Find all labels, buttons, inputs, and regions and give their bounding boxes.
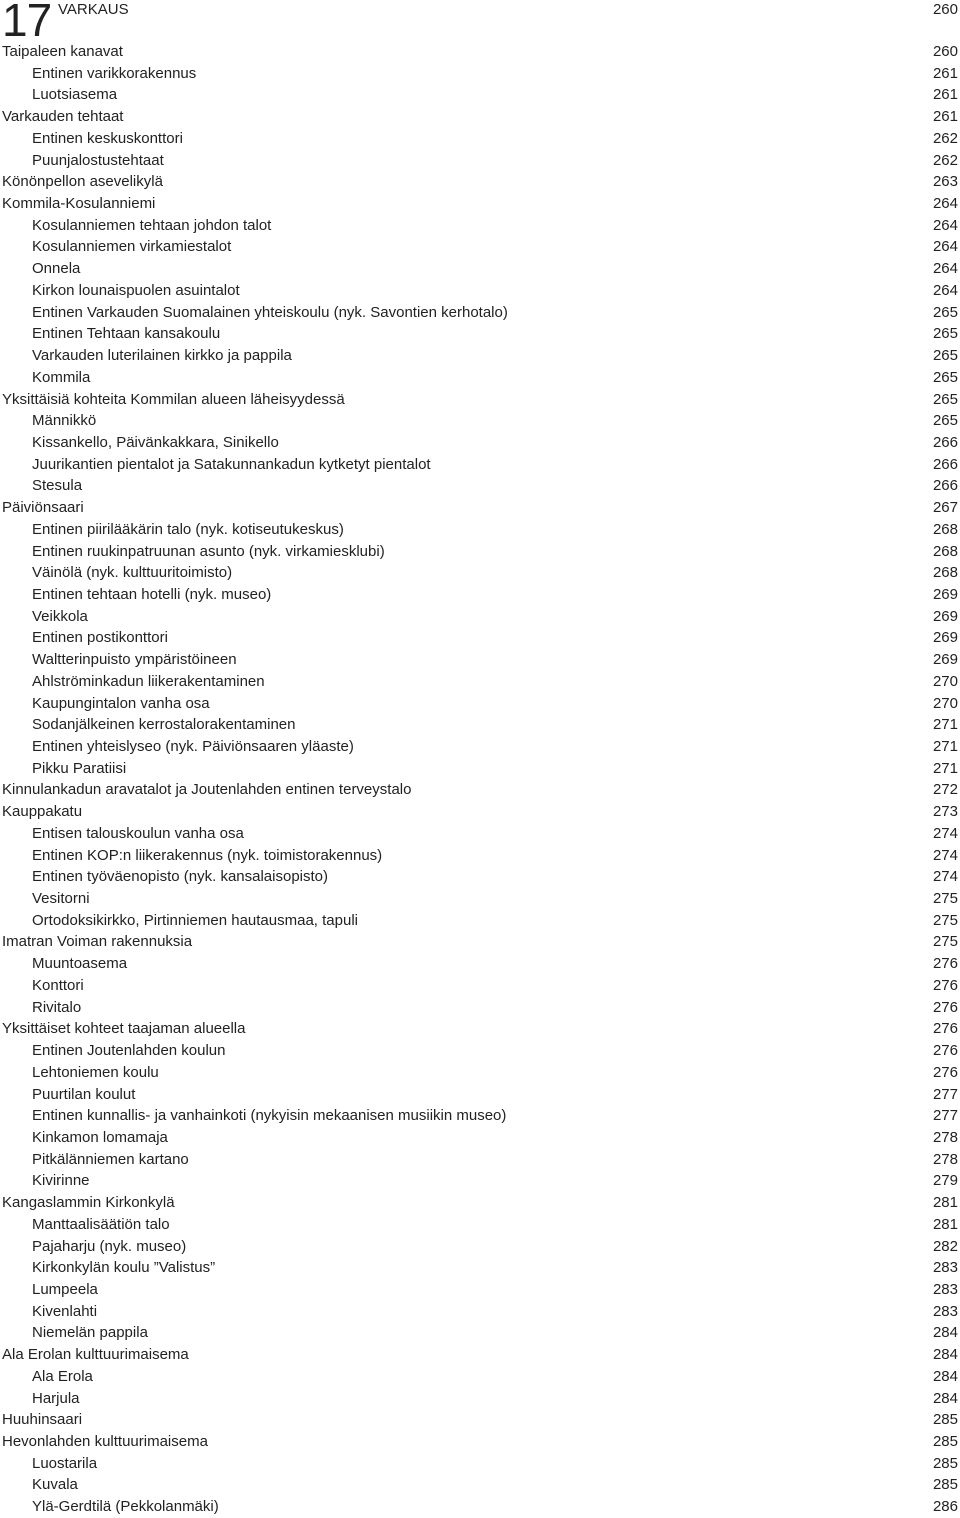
toc-subentry[interactable] — [0, 323, 960, 345]
toc-entry-page-number: 265 — [932, 412, 958, 430]
toc-entry-title: Entinen kunnallis- ja vanhainkoti (nykyisin mekaanisen musiikin museo) — [32, 1107, 507, 1125]
toc-entry-title: Pikku Paratiisi — [32, 759, 127, 777]
toc-entry-title: Entinen postikonttori — [32, 629, 168, 647]
toc-entry-page-number: 274 — [932, 846, 958, 864]
toc-entry-page-number: 264 — [932, 281, 958, 299]
toc-subentry[interactable] — [0, 1062, 960, 1084]
toc-subentry[interactable] — [0, 1388, 960, 1410]
toc-entry-page-number: 269 — [932, 651, 958, 669]
toc-subentry[interactable] — [0, 1105, 960, 1127]
toc-entry-title: Onnela — [32, 260, 81, 278]
toc-subentry[interactable] — [0, 606, 960, 628]
toc-entry-page-number: 273 — [932, 803, 958, 821]
toc-entry-page-number: 285 — [932, 1433, 958, 1450]
toc-entry-title: Entinen Varkauden Suomalainen yhteiskoulu (nyk. Savontien kerhotalo) — [32, 303, 508, 321]
toc-subentry[interactable] — [0, 627, 960, 649]
toc-subentry[interactable] — [0, 1127, 960, 1149]
toc-subentry[interactable] — [0, 1257, 960, 1279]
toc-entry-title: Niemelän pappila — [32, 1324, 148, 1342]
toc-entry-page-number: 264 — [932, 216, 958, 234]
toc-entry-title: Könönpellon asevelikylä — [2, 173, 163, 191]
toc-entry-title: Kivirinne — [32, 1172, 90, 1190]
toc-subentry[interactable] — [0, 1236, 960, 1258]
toc-entry-title: Kangaslammin Kirkonkylä — [2, 1194, 175, 1212]
toc-subentry[interactable] — [0, 975, 960, 997]
toc-entry-title: Manttaalisäätiön talo — [32, 1215, 170, 1233]
toc-entry-page-number: 286 — [932, 1498, 958, 1516]
toc-entry-page-number: 271 — [932, 738, 958, 755]
toc-entry-page-number: 262 — [932, 151, 958, 169]
toc-entry[interactable] — [0, 106, 960, 128]
toc-entry-page-number: 268 — [932, 564, 958, 582]
toc-entry-page-number: 275 — [932, 911, 958, 929]
toc-subentry[interactable] — [0, 215, 960, 237]
toc-entry-title: Juurikantien pientalot ja Satakunnankadun kytketyt pientalot — [32, 455, 431, 473]
toc-entry[interactable] — [0, 1018, 960, 1040]
toc-entry-title: Muuntoasema — [32, 955, 128, 973]
toc-entry-title: Kinkamon lomamaja — [32, 1128, 168, 1146]
toc-entry-page-number: 270 — [932, 672, 958, 690]
toc-entry-page-number: 285 — [932, 1476, 958, 1494]
toc-subentry[interactable] — [0, 1040, 960, 1062]
toc-entry-page-number: 276 — [932, 1063, 958, 1081]
toc-entry-page-number: 269 — [932, 585, 958, 603]
toc-entry-title: Entinen Tehtaan kansakoulu — [32, 325, 221, 343]
toc-subentry[interactable] — [0, 866, 960, 888]
toc-entry-title: Ala Erola — [32, 1367, 93, 1385]
toc-entry[interactable] — [0, 779, 960, 801]
toc-subentry[interactable] — [0, 302, 960, 324]
toc-entry-page-number: 276 — [932, 955, 958, 973]
toc-entry-title: Taipaleen kanavat — [2, 43, 123, 60]
toc-entry-page-number: 260 — [932, 43, 958, 60]
toc-entry-title: Kissankello, Päivänkakkara, Sinikello — [32, 433, 279, 451]
toc-subentry[interactable] — [0, 1474, 960, 1496]
toc-entry-title: Rivitalo — [32, 998, 82, 1016]
toc-entry-title: Pitkälänniemen kartano — [32, 1150, 189, 1168]
toc-entry-title: Entisen talouskoulun vanha osa — [32, 824, 244, 842]
toc-entry-page-number: 261 — [932, 64, 958, 82]
chapter-page-number: 260 — [932, 1, 958, 18]
toc-entry-page-number: 261 — [932, 108, 958, 126]
toc-entry-page-number: 279 — [932, 1172, 958, 1190]
toc-subentry[interactable] — [0, 1084, 960, 1106]
toc-entry-title: Yksittäiset kohteet taajaman alueella — [2, 1020, 246, 1038]
toc-entry-page-number: 283 — [932, 1302, 958, 1320]
toc-entry-page-number: 266 — [932, 433, 958, 451]
toc-entry-title: Kommila — [32, 368, 91, 386]
toc-entry-title: Hevonlahden kulttuurimaisema — [2, 1433, 208, 1450]
toc-entry-title: Luostarila — [32, 1454, 98, 1472]
toc-entry-title: Kauppakatu — [2, 803, 83, 821]
toc-entry[interactable] — [0, 1344, 960, 1366]
toc-entry-title: Kivenlahti — [32, 1302, 98, 1320]
toc-entry-page-number: 271 — [932, 759, 958, 777]
toc-entry-title: Kosulanniemen tehtaan johdon talot — [32, 216, 272, 234]
toc-entry-page-number: 277 — [932, 1085, 958, 1103]
toc-entry-title: Varkauden luterilainen kirkko ja pappila — [32, 347, 292, 365]
toc-entry-title: Stesula — [32, 477, 83, 495]
toc-entry-page-number: 284 — [932, 1346, 958, 1364]
toc-entry-page-number: 264 — [932, 260, 958, 278]
toc-entry-page-number: 277 — [932, 1107, 958, 1125]
toc-entry-title: Entinen työväenopisto (nyk. kansalaisopisto) — [32, 868, 329, 886]
toc-subentry[interactable] — [0, 541, 960, 563]
toc-entry-page-number: 274 — [932, 824, 958, 842]
toc-entry-page-number: 285 — [932, 1454, 958, 1472]
toc-entry-title: Ylä-Gerdtilä (Pekkolanmäki) — [32, 1498, 219, 1516]
toc-entry-page-number: 278 — [932, 1150, 958, 1168]
toc-entry-title: Lehtoniemen koulu — [32, 1063, 159, 1081]
toc-entry-page-number: 266 — [932, 477, 958, 495]
toc-subentry[interactable] — [0, 1279, 960, 1301]
toc-entry-title: Yksittäisiä kohteita Kommilan alueen läheisyydessä — [2, 390, 345, 408]
toc-subentry[interactable] — [0, 128, 960, 150]
toc-entry-page-number: 278 — [932, 1128, 958, 1146]
toc-subentry[interactable] — [0, 1149, 960, 1171]
toc-entry-title: Entinen keskuskonttori — [32, 129, 183, 147]
toc-entry-page-number: 274 — [932, 868, 958, 886]
toc-subentry[interactable] — [0, 997, 960, 1019]
toc-entry-title: Huuhinsaari — [2, 1411, 83, 1429]
toc-entry-page-number: 265 — [932, 368, 958, 386]
toc-entry-title: Ala Erolan kulttuurimaisema — [2, 1346, 189, 1364]
toc-entry-title: Väinölä (nyk. kulttuuritoimisto) — [32, 564, 233, 582]
toc-entry-page-number: 283 — [932, 1259, 958, 1277]
toc-entry-title: Vesitorni — [32, 890, 90, 908]
toc-entry-title: Imatran Voiman rakennuksia — [2, 933, 193, 951]
toc-entry-title: Luotsiasema — [32, 86, 118, 104]
toc-entry-page-number: 269 — [932, 607, 958, 625]
toc-subentry[interactable] — [0, 519, 960, 541]
toc-entry-page-number: 269 — [932, 629, 958, 647]
toc-subentry[interactable] — [0, 584, 960, 606]
toc-entry-title: Kosulanniemen virkamiestalot — [32, 238, 232, 256]
toc-entry-page-number: 265 — [932, 347, 958, 365]
toc-entry-title: Kirkonkylän koulu ”Valistus” — [32, 1259, 216, 1277]
toc-entry-page-number: 276 — [932, 998, 958, 1016]
toc-entry-title: Ahlströminkadun liikerakentaminen — [32, 672, 265, 690]
toc-subentry[interactable] — [0, 671, 960, 693]
toc-entry-title: Varkauden tehtaat — [2, 108, 124, 126]
toc-subentry[interactable] — [0, 910, 960, 932]
chapter-title: VARKAUS — [58, 1, 129, 18]
toc-subentry[interactable] — [0, 649, 960, 671]
toc-entry-page-number: 276 — [932, 1042, 958, 1060]
toc-entry-page-number: 276 — [932, 976, 958, 994]
toc-entry-page-number: 284 — [932, 1367, 958, 1385]
toc-entry-title: Entinen Joutenlahden koulun — [32, 1042, 226, 1060]
toc-entry-page-number: 284 — [932, 1324, 958, 1342]
toc-entry-title: Ortodoksikirkko, Pirtinniemen hautausmaa, tapuli — [32, 911, 358, 929]
toc-subentry[interactable] — [0, 1496, 960, 1518]
toc-subentry[interactable] — [0, 845, 960, 867]
toc-entry[interactable] — [0, 193, 960, 215]
toc-entry-page-number: 264 — [932, 238, 958, 256]
toc-entry-page-number: 265 — [932, 325, 958, 343]
toc-entry-page-number: 276 — [932, 1020, 958, 1038]
toc-entry-title: Kirkon lounaispuolen asuintalot — [32, 281, 240, 299]
toc-entry-title: Pajaharju (nyk. museo) — [32, 1237, 187, 1255]
toc-entry-title: Entinen ruukinpatruunan asunto (nyk. virkamiesklubi) — [32, 542, 385, 560]
toc-entry-page-number: 285 — [932, 1411, 958, 1429]
toc-entry-title: Kuvala — [32, 1476, 78, 1494]
toc-entry-title: Sodanjälkeinen kerrostalorakentaminen — [32, 716, 296, 734]
toc-subentry[interactable] — [0, 280, 960, 302]
toc-subentry[interactable] — [0, 693, 960, 715]
toc-entry-title: Entinen piirilääkärin talo (nyk. kotiseutukeskus) — [32, 520, 344, 538]
toc-entry-page-number: 284 — [932, 1389, 958, 1407]
toc-entry-title: Puurtilan koulut — [32, 1085, 136, 1103]
toc-entry[interactable] — [0, 41, 960, 63]
toc-subentry[interactable] — [0, 432, 960, 454]
toc-entry-page-number: 272 — [932, 781, 958, 799]
chapter-header — [0, 0, 960, 44]
toc-subentry[interactable] — [0, 823, 960, 845]
toc-entry[interactable] — [0, 389, 960, 411]
toc-entry[interactable] — [0, 931, 960, 953]
toc-subentry[interactable] — [0, 1301, 960, 1323]
toc-entry[interactable] — [0, 801, 960, 823]
toc-entry[interactable] — [0, 171, 960, 193]
toc-subentry[interactable] — [0, 888, 960, 910]
toc-entry-page-number: 270 — [932, 694, 958, 712]
toc-subentry[interactable] — [0, 1366, 960, 1388]
toc-entry-page-number: 268 — [932, 542, 958, 560]
toc-entry-title: Harjula — [32, 1389, 80, 1407]
toc-subentry[interactable] — [0, 63, 960, 85]
toc-entry-page-number: 283 — [932, 1280, 958, 1298]
toc-subentry[interactable] — [0, 84, 960, 106]
toc-subentry[interactable] — [0, 236, 960, 258]
toc-entry-page-number: 266 — [932, 455, 958, 473]
toc-entry-page-number: 264 — [932, 195, 958, 213]
toc-entry-page-number: 262 — [932, 129, 958, 147]
toc-entry-title: Entinen KOP:n liikerakennus (nyk. toimistorakennus) — [32, 846, 383, 864]
table-of-contents — [0, 41, 960, 1518]
toc-subentry[interactable] — [0, 562, 960, 584]
toc-subentry[interactable] — [0, 953, 960, 975]
toc-subentry[interactable] — [0, 345, 960, 367]
toc-entry-title: Päiviönsaari — [2, 499, 84, 517]
toc-entry-page-number: 275 — [932, 890, 958, 908]
toc-entry-page-number: 267 — [932, 499, 958, 517]
toc-subentry[interactable] — [0, 714, 960, 736]
toc-entry-title: Entinen tehtaan hotelli (nyk. museo) — [32, 585, 272, 603]
toc-entry-page-number: 271 — [932, 716, 958, 734]
toc-subentry[interactable] — [0, 758, 960, 780]
toc-entry-title: Lumpeela — [32, 1280, 98, 1298]
toc-entry-page-number: 265 — [932, 303, 958, 321]
toc-entry-page-number: 268 — [932, 520, 958, 538]
toc-subentry[interactable] — [0, 150, 960, 172]
toc-subentry[interactable] — [0, 258, 960, 280]
toc-subentry[interactable] — [0, 1214, 960, 1236]
toc-subentry[interactable] — [0, 1453, 960, 1475]
toc-entry[interactable] — [0, 1431, 960, 1453]
chapter-number: 17 — [2, 0, 52, 46]
toc-entry[interactable] — [0, 1192, 960, 1214]
toc-entry-title: Entinen yhteislyseo (nyk. Päiviönsaaren yläaste) — [32, 738, 354, 755]
toc-entry-title: Waltterinpuisto ympäristöineen — [32, 651, 237, 669]
toc-subentry[interactable] — [0, 1170, 960, 1192]
toc-subentry[interactable] — [0, 454, 960, 476]
toc-entry-page-number: 282 — [932, 1237, 958, 1255]
toc-entry-page-number: 281 — [932, 1194, 958, 1212]
toc-entry-title: Kinnulankadun aravatalot ja Joutenlahden entinen terveystalo — [2, 781, 412, 799]
toc-entry-title: Konttori — [32, 976, 84, 994]
toc-entry-page-number: 265 — [932, 390, 958, 408]
toc-subentry[interactable] — [0, 367, 960, 389]
toc-subentry[interactable] — [0, 1322, 960, 1344]
toc-entry-page-number: 261 — [932, 86, 958, 104]
toc-entry-page-number: 275 — [932, 933, 958, 951]
toc-entry[interactable] — [0, 497, 960, 519]
toc-subentry[interactable] — [0, 475, 960, 497]
toc-entry-title: Entinen varikkorakennus — [32, 64, 197, 82]
toc-subentry[interactable] — [0, 410, 960, 432]
toc-entry-page-number: 281 — [932, 1215, 958, 1233]
toc-subentry[interactable] — [0, 736, 960, 758]
toc-entry-title: Kaupungintalon vanha osa — [32, 694, 210, 712]
toc-entry-page-number: 263 — [932, 173, 958, 191]
toc-entry-title: Kommila-Kosulanniemi — [2, 195, 156, 213]
toc-entry-title: Männikkö — [32, 412, 97, 430]
toc-entry[interactable] — [0, 1409, 960, 1431]
toc-entry-title: Puunjalostustehtaat — [32, 151, 164, 169]
toc-entry-title: Veikkola — [32, 607, 88, 625]
